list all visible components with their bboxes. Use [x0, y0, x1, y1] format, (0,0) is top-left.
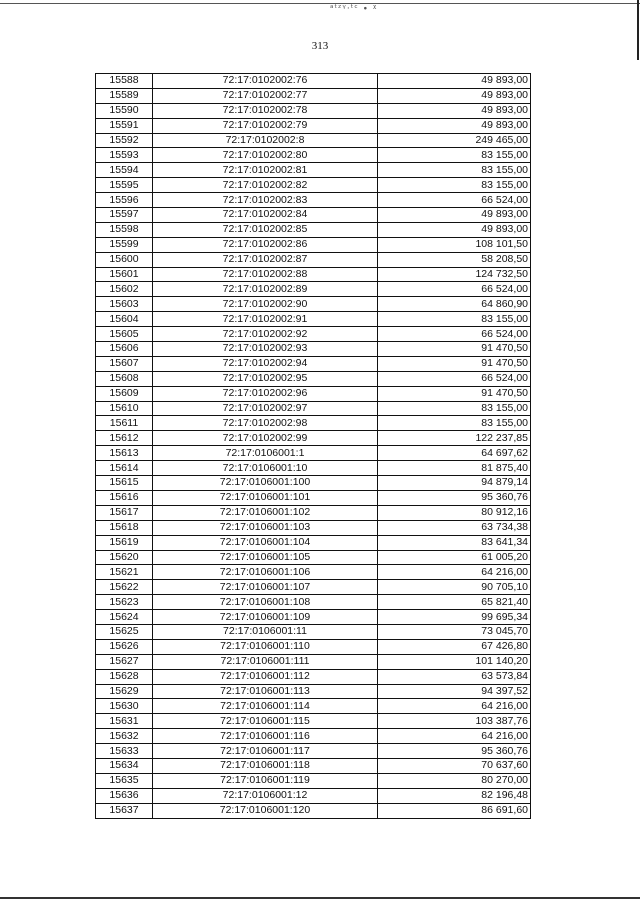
- table-row: [96, 133, 531, 148]
- row-number-cell: 15588: [96, 74, 153, 89]
- table-row: [96, 565, 531, 580]
- row-number-cell: 15628: [96, 669, 153, 684]
- cadastral-number-cell: 72:17:0106001:105: [153, 550, 378, 565]
- value-cell: 95 360,76: [378, 490, 531, 505]
- table-row: [96, 729, 531, 744]
- cadastral-number-cell: 72:17:0102002:79: [153, 118, 378, 133]
- value-cell: 94 879,14: [378, 476, 531, 491]
- cadastral-number-cell: 72:17:0106001:106: [153, 565, 378, 580]
- value-cell: 49 893,00: [378, 222, 531, 237]
- table-row: [96, 222, 531, 237]
- value-cell: 64 216,00: [378, 699, 531, 714]
- row-number-cell: 15624: [96, 610, 153, 625]
- table-row: [96, 639, 531, 654]
- header-mark: ᵃᵗᶻᵞ·ᵗᶜ ∙ ᵡ: [330, 4, 378, 14]
- cadastral-number-cell: 72:17:0106001:119: [153, 773, 378, 788]
- row-number-cell: 15626: [96, 639, 153, 654]
- cadastral-number-cell: 72:17:0106001:107: [153, 580, 378, 595]
- value-cell: 61 005,20: [378, 550, 531, 565]
- cadastral-number-cell: 72:17:0106001:1: [153, 446, 378, 461]
- value-cell: 80 912,16: [378, 505, 531, 520]
- row-number-cell: 15625: [96, 624, 153, 639]
- row-number-cell: 15622: [96, 580, 153, 595]
- value-cell: 91 470,50: [378, 342, 531, 357]
- cadastral-number-cell: 72:17:0106001:117: [153, 744, 378, 759]
- cadastral-number-cell: 72:17:0102002:81: [153, 163, 378, 178]
- table-row: [96, 386, 531, 401]
- table-row: [96, 535, 531, 550]
- table-row: [96, 401, 531, 416]
- value-cell: 91 470,50: [378, 356, 531, 371]
- row-number-cell: 15596: [96, 193, 153, 208]
- row-number-cell: 15589: [96, 88, 153, 103]
- row-number-cell: 15600: [96, 252, 153, 267]
- cadastral-number-cell: 72:17:0102002:93: [153, 342, 378, 357]
- cadastral-number-cell: 72:17:0106001:100: [153, 476, 378, 491]
- row-number-cell: 15619: [96, 535, 153, 550]
- table-row: [96, 550, 531, 565]
- row-number-cell: 15632: [96, 729, 153, 744]
- cadastral-number-cell: 72:17:0106001:108: [153, 595, 378, 610]
- cadastral-number-cell: 72:17:0102002:99: [153, 431, 378, 446]
- cadastral-number-cell: 72:17:0102002:80: [153, 148, 378, 163]
- cadastral-number-cell: 72:17:0102002:90: [153, 297, 378, 312]
- row-number-cell: 15602: [96, 282, 153, 297]
- value-cell: 80 270,00: [378, 773, 531, 788]
- row-number-cell: 15598: [96, 222, 153, 237]
- cadastral-number-cell: 72:17:0102002:87: [153, 252, 378, 267]
- value-cell: 64 697,62: [378, 446, 531, 461]
- value-cell: 83 155,00: [378, 401, 531, 416]
- table-row: [96, 669, 531, 684]
- row-number-cell: 15623: [96, 595, 153, 610]
- row-number-cell: 15637: [96, 803, 153, 818]
- value-cell: 58 208,50: [378, 252, 531, 267]
- value-cell: 122 237,85: [378, 431, 531, 446]
- value-cell: 64 860,90: [378, 297, 531, 312]
- table-row: [96, 446, 531, 461]
- table-row: [96, 178, 531, 193]
- cadastral-number-cell: 72:17:0106001:102: [153, 505, 378, 520]
- cadastral-number-cell: 72:17:0102002:78: [153, 103, 378, 118]
- value-cell: 83 155,00: [378, 312, 531, 327]
- row-number-cell: 15595: [96, 178, 153, 193]
- table-row: [96, 312, 531, 327]
- cadastral-number-cell: 72:17:0102002:77: [153, 88, 378, 103]
- table-row: [96, 431, 531, 446]
- cadastral-number-cell: 72:17:0106001:116: [153, 729, 378, 744]
- table-row: [96, 610, 531, 625]
- cadastral-number-cell: 72:17:0106001:110: [153, 639, 378, 654]
- value-cell: 91 470,50: [378, 386, 531, 401]
- cadastral-number-cell: 72:17:0106001:114: [153, 699, 378, 714]
- table-row: [96, 595, 531, 610]
- cadastral-number-cell: 72:17:0102002:84: [153, 208, 378, 223]
- cadastral-number-cell: 72:17:0102002:86: [153, 237, 378, 252]
- value-cell: 83 155,00: [378, 178, 531, 193]
- value-cell: 73 045,70: [378, 624, 531, 639]
- value-cell: 101 140,20: [378, 654, 531, 669]
- row-number-cell: 15615: [96, 476, 153, 491]
- row-number-cell: 15607: [96, 356, 153, 371]
- cadastral-number-cell: 72:17:0106001:10: [153, 461, 378, 476]
- cadastral-number-cell: 72:17:0106001:109: [153, 610, 378, 625]
- cadastral-number-cell: 72:17:0102002:76: [153, 74, 378, 89]
- table-row: [96, 624, 531, 639]
- row-number-cell: 15614: [96, 461, 153, 476]
- value-cell: 49 893,00: [378, 118, 531, 133]
- table-row: [96, 699, 531, 714]
- table-row: [96, 327, 531, 342]
- table-row: [96, 580, 531, 595]
- value-cell: 81 875,40: [378, 461, 531, 476]
- cadastral-number-cell: 72:17:0102002:96: [153, 386, 378, 401]
- cadastral-number-cell: 72:17:0102002:8: [153, 133, 378, 148]
- cadastral-number-cell: 72:17:0102002:94: [153, 356, 378, 371]
- value-cell: 83 155,00: [378, 163, 531, 178]
- row-number-cell: 15636: [96, 788, 153, 803]
- row-number-cell: 15633: [96, 744, 153, 759]
- table-row: [96, 74, 531, 89]
- row-number-cell: 15606: [96, 342, 153, 357]
- value-cell: 108 101,50: [378, 237, 531, 252]
- cadastral-number-cell: 72:17:0106001:113: [153, 684, 378, 699]
- row-number-cell: 15635: [96, 773, 153, 788]
- table-row: [96, 252, 531, 267]
- row-number-cell: 15631: [96, 714, 153, 729]
- cadastral-number-cell: 72:17:0102002:83: [153, 193, 378, 208]
- row-number-cell: 15612: [96, 431, 153, 446]
- value-cell: 95 360,76: [378, 744, 531, 759]
- cadastral-number-cell: 72:17:0102002:85: [153, 222, 378, 237]
- table-row: [96, 297, 531, 312]
- table-row: [96, 520, 531, 535]
- cadastral-number-cell: 72:17:0102002:88: [153, 267, 378, 282]
- cadastral-number-cell: 72:17:0102002:89: [153, 282, 378, 297]
- table-row: [96, 744, 531, 759]
- cadastral-number-cell: 72:17:0106001:112: [153, 669, 378, 684]
- value-cell: 249 465,00: [378, 133, 531, 148]
- value-cell: 49 893,00: [378, 74, 531, 89]
- row-number-cell: 15617: [96, 505, 153, 520]
- row-number-cell: 15613: [96, 446, 153, 461]
- table-row: [96, 490, 531, 505]
- table-row: [96, 371, 531, 386]
- value-cell: 90 705,10: [378, 580, 531, 595]
- cadastral-number-cell: 72:17:0106001:103: [153, 520, 378, 535]
- table-row: [96, 758, 531, 773]
- value-cell: 64 216,00: [378, 729, 531, 744]
- value-cell: 66 524,00: [378, 193, 531, 208]
- value-cell: 86 691,60: [378, 803, 531, 818]
- table-row: [96, 103, 531, 118]
- table-row: [96, 267, 531, 282]
- cadastral-number-cell: 72:17:0106001:118: [153, 758, 378, 773]
- row-number-cell: 15590: [96, 103, 153, 118]
- value-cell: 64 216,00: [378, 565, 531, 580]
- value-cell: 65 821,40: [378, 595, 531, 610]
- table-row: [96, 416, 531, 431]
- cadastral-number-cell: 72:17:0102002:92: [153, 327, 378, 342]
- row-number-cell: 15627: [96, 654, 153, 669]
- value-cell: 83 155,00: [378, 416, 531, 431]
- page-number: 313: [311, 40, 329, 52]
- table-row: [96, 654, 531, 669]
- row-number-cell: 15621: [96, 565, 153, 580]
- value-cell: 82 196,48: [378, 788, 531, 803]
- table-row: [96, 461, 531, 476]
- value-cell: 49 893,00: [378, 208, 531, 223]
- table-row: [96, 163, 531, 178]
- row-number-cell: 15618: [96, 520, 153, 535]
- table-row: [96, 803, 531, 818]
- row-number-cell: 15594: [96, 163, 153, 178]
- bottom-rule: [0, 897, 640, 899]
- table-row: [96, 237, 531, 252]
- table-row: [96, 714, 531, 729]
- table-row: [96, 684, 531, 699]
- cadastral-number-cell: 72:17:0106001:101: [153, 490, 378, 505]
- value-cell: 94 397,52: [378, 684, 531, 699]
- value-cell: 70 637,60: [378, 758, 531, 773]
- table-row: [96, 208, 531, 223]
- table-row: [96, 118, 531, 133]
- row-number-cell: 15634: [96, 758, 153, 773]
- table-row: [96, 356, 531, 371]
- cadastral-number-cell: 72:17:0106001:120: [153, 803, 378, 818]
- table-row: [96, 342, 531, 357]
- table-row: [96, 88, 531, 103]
- table-row: [96, 476, 531, 491]
- value-cell: 63 573,84: [378, 669, 531, 684]
- table-row: [96, 505, 531, 520]
- row-number-cell: 15603: [96, 297, 153, 312]
- row-number-cell: 15605: [96, 327, 153, 342]
- row-number-cell: 15629: [96, 684, 153, 699]
- table-row: [96, 788, 531, 803]
- cadastral-number-cell: 72:17:0106001:11: [153, 624, 378, 639]
- value-cell: 67 426,80: [378, 639, 531, 654]
- value-cell: 103 387,76: [378, 714, 531, 729]
- table-row: [96, 193, 531, 208]
- value-cell: 63 734,38: [378, 520, 531, 535]
- cadastral-number-cell: 72:17:0102002:82: [153, 178, 378, 193]
- row-number-cell: 15599: [96, 237, 153, 252]
- cadastral-number-cell: 72:17:0102002:98: [153, 416, 378, 431]
- cadastral-number-cell: 72:17:0106001:115: [153, 714, 378, 729]
- row-number-cell: 15592: [96, 133, 153, 148]
- table-row: [96, 282, 531, 297]
- cadastral-value-table: [95, 73, 531, 819]
- row-number-cell: 15630: [96, 699, 153, 714]
- value-cell: 66 524,00: [378, 282, 531, 297]
- row-number-cell: 15616: [96, 490, 153, 505]
- cadastral-number-cell: 72:17:0106001:104: [153, 535, 378, 550]
- value-cell: 99 695,34: [378, 610, 531, 625]
- top-rule: [0, 3, 640, 4]
- cadastral-number-cell: 72:17:0106001:12: [153, 788, 378, 803]
- value-cell: 66 524,00: [378, 371, 531, 386]
- row-number-cell: 15609: [96, 386, 153, 401]
- row-number-cell: 15593: [96, 148, 153, 163]
- value-cell: 66 524,00: [378, 327, 531, 342]
- row-number-cell: 15604: [96, 312, 153, 327]
- row-number-cell: 15591: [96, 118, 153, 133]
- value-cell: 124 732,50: [378, 267, 531, 282]
- value-cell: 49 893,00: [378, 88, 531, 103]
- row-number-cell: 15611: [96, 416, 153, 431]
- row-number-cell: 15608: [96, 371, 153, 386]
- cadastral-number-cell: 72:17:0102002:95: [153, 371, 378, 386]
- row-number-cell: 15597: [96, 208, 153, 223]
- cadastral-number-cell: 72:17:0102002:97: [153, 401, 378, 416]
- row-number-cell: 15610: [96, 401, 153, 416]
- cadastral-number-cell: 72:17:0106001:111: [153, 654, 378, 669]
- value-cell: 49 893,00: [378, 103, 531, 118]
- table-body: [96, 74, 531, 819]
- cadastral-number-cell: 72:17:0102002:91: [153, 312, 378, 327]
- row-number-cell: 15620: [96, 550, 153, 565]
- value-cell: 83 641,34: [378, 535, 531, 550]
- value-cell: 83 155,00: [378, 148, 531, 163]
- table-row: [96, 148, 531, 163]
- table-row: [96, 773, 531, 788]
- row-number-cell: 15601: [96, 267, 153, 282]
